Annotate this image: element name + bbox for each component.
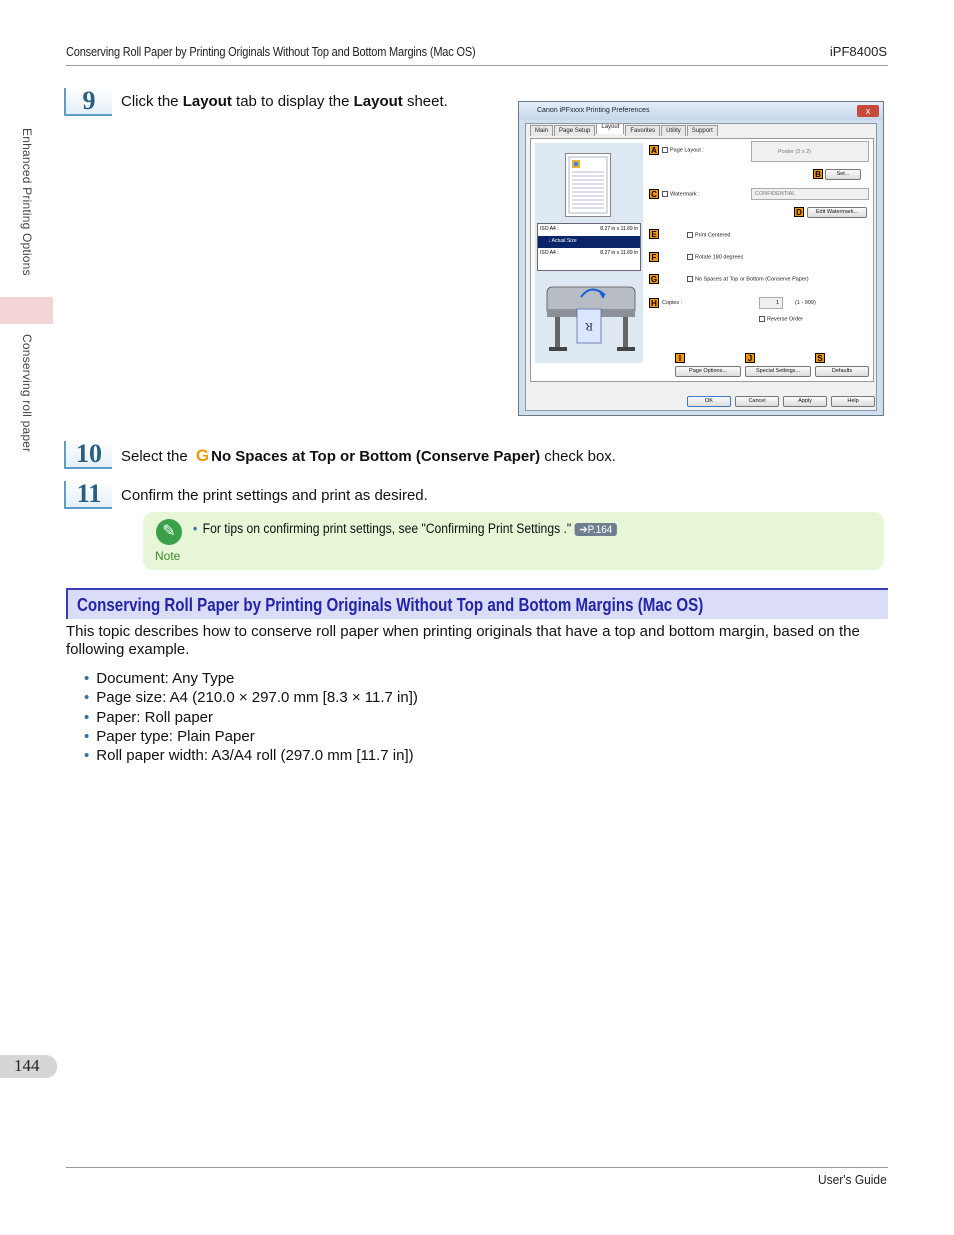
list-item: • Document: Any Type [84, 670, 235, 687]
watermark-select: CONFIDENTIAL [751, 188, 869, 200]
note-text: • For tips on confirming print settings, see "Confirming Print Settings ." ➔P.164 [193, 521, 617, 536]
dialog-title: Canon iPFxxxx Printing Preferences [519, 102, 883, 120]
layout-panel [530, 138, 874, 382]
preview-pane [535, 143, 643, 363]
defaults-button: Defaults [815, 366, 869, 377]
label-b: B [813, 169, 823, 179]
step-number-11: 11 [64, 481, 112, 509]
label-f: F [649, 252, 659, 262]
label-g: G [650, 275, 658, 284]
label-i: I [675, 353, 685, 363]
cancel-button: Cancel [735, 396, 779, 407]
dialog-tabs [530, 125, 719, 136]
header-divider [66, 65, 888, 66]
label-c: C [649, 189, 659, 199]
footer-guide-title: User's Guide [818, 1172, 887, 1187]
close-icon: x [857, 105, 879, 117]
special-settings-button: Special Settings... [745, 366, 811, 377]
watermark-option: Watermark : [662, 191, 700, 197]
edit-watermark-button: Edit Watermark... [807, 207, 867, 218]
dialog-screenshot [518, 101, 884, 416]
tab-page-setup: Page Setup [554, 125, 595, 136]
label-a: A [649, 145, 659, 155]
page-layout-option: Page Layout : [662, 147, 704, 153]
side-tab-highlight [0, 297, 53, 324]
step-number-9: 9 [64, 88, 112, 116]
help-button: Help [831, 396, 875, 407]
note-box [143, 512, 884, 570]
svg-text:R: R [584, 320, 594, 334]
list-item: • Paper type: Plain Paper [84, 727, 255, 745]
example-list [84, 669, 418, 765]
side-tab-subsection: Conserving roll paper [20, 334, 34, 453]
rotate-option: Rotate 180 degrees [687, 254, 743, 260]
side-tab-section: Enhanced Printing Options [20, 128, 34, 276]
step-11-text: Confirm the print settings and print as desired. [121, 487, 428, 504]
label-s: S [815, 353, 825, 363]
preview-size-info: ISO A4 : 8.27 in x 11.69 in ↓ Actual Size ISO A4 : 8.27 in x 11.69 in [537, 223, 641, 271]
step-number-10: 10 [64, 441, 112, 469]
page-options-button: Page Options... [675, 366, 741, 377]
page-reference-link[interactable]: ➔P.164 [575, 523, 617, 536]
list-item: • Roll paper width: A3/A4 roll (297.0 mm [11.7 in]) [84, 747, 414, 765]
copies-stepper: 1 [759, 297, 783, 309]
tab-support: Support [687, 125, 718, 136]
running-header-title: Conserving Roll Paper by Printing Originals Without Top and Bottom Margins (Mac OS) [66, 45, 476, 59]
set-button: Set... [825, 169, 861, 180]
print-centered-option: Print Centered [687, 232, 730, 238]
step-10-text: Select the G No Spaces at Top or Bottom (Conserve Paper) check box. [121, 446, 616, 465]
label-j: J [745, 353, 755, 363]
printer-illustration-icon [545, 279, 637, 359]
running-header-model: iPF8400S [829, 44, 887, 59]
preview-page-icon [565, 153, 611, 217]
step-9-text: Click the Layout tab to display the Layout sheet. [121, 93, 448, 110]
tab-layout: Layout [596, 123, 624, 134]
section-intro: This topic describes how to conserve roll paper when printing originals that have a top and bottom margin, based on the following example. [66, 623, 860, 658]
list-item: • Page size: A4 (210.0 × 297.0 mm [8.3 × 11.7 in]) [84, 689, 418, 707]
section-heading: Conserving Roll Paper by Printing Originals Without Top and Bottom Margins (Mac OS) [66, 588, 888, 619]
note-label: Note [155, 549, 181, 563]
label-d: D [794, 207, 804, 217]
pencil-icon: ✎ [156, 519, 182, 545]
tab-favorites: Favorites [625, 125, 660, 136]
page-number: 144 [0, 1055, 57, 1078]
page-layout-select: Poster (2 x 2) [751, 141, 869, 162]
apply-button: Apply [783, 396, 827, 407]
label-g-badge: G [195, 446, 210, 465]
reverse-order-option: Reverse Order [759, 316, 803, 322]
ok-button: OK [687, 396, 731, 407]
label-e: E [649, 229, 659, 239]
copies-label: Copies : [662, 300, 683, 306]
list-item: • Paper: Roll paper [84, 708, 213, 726]
footer-divider [66, 1167, 888, 1168]
tab-main: Main [530, 125, 553, 136]
dialog-body [525, 123, 877, 411]
no-spaces-option: No Spaces at Top or Bottom (Conserve Paper) [687, 276, 809, 282]
copies-range: (1 - 999) [795, 300, 816, 306]
label-h: H [649, 298, 659, 308]
tab-utility: Utility [661, 125, 686, 136]
